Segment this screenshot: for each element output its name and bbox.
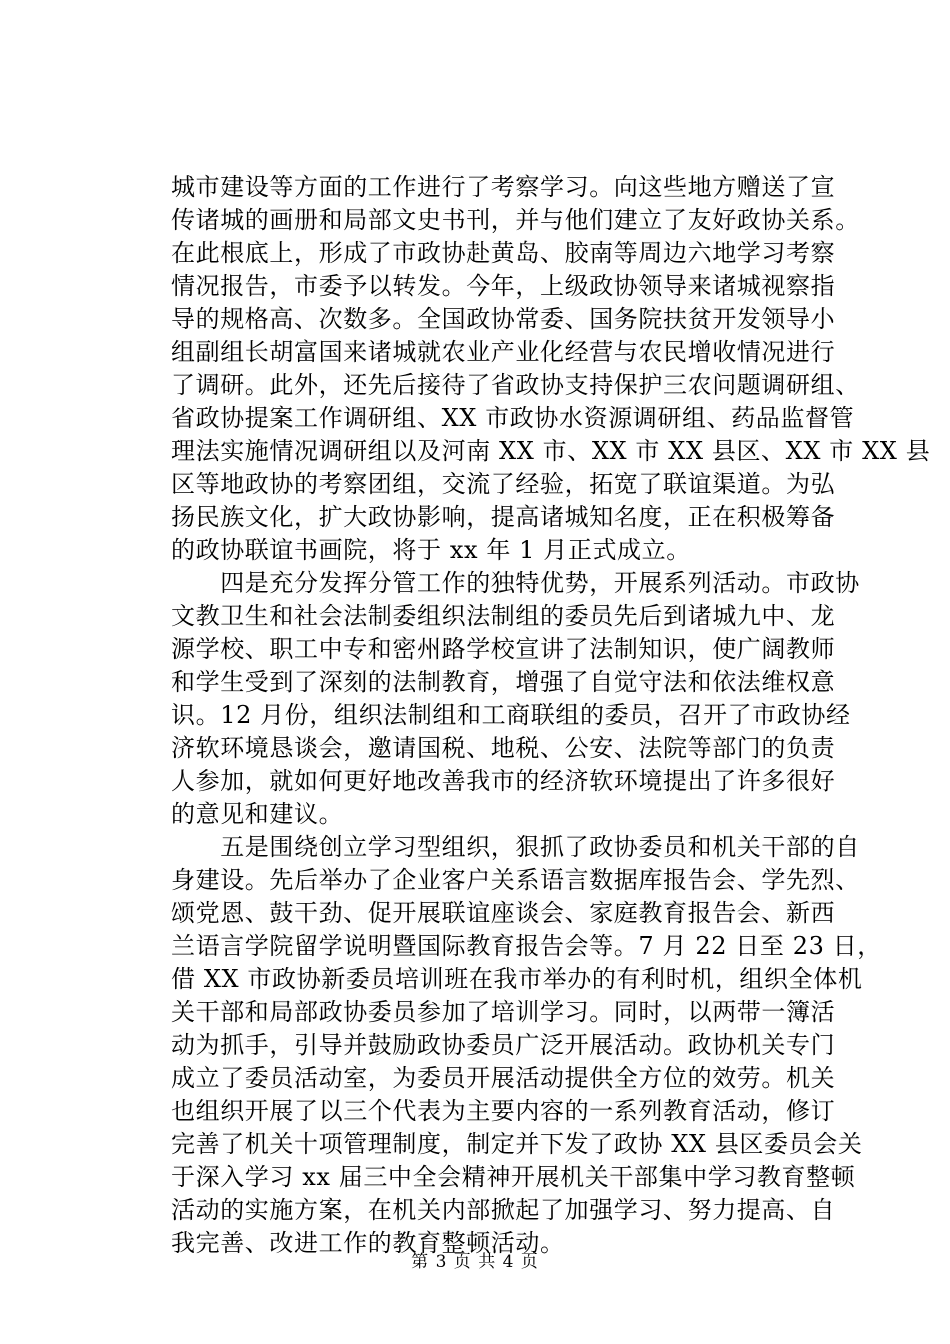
page-footer: 第 3 页 共 4 页 bbox=[411, 1252, 539, 1272]
text-line: 兰语言学院留学说明暨国际教育报告会等。7 月 22 日至 23 日， bbox=[171, 932, 882, 960]
text-line: 在此根底上，形成了市政协赴黄岛、胶南等周边六地学习考察 bbox=[171, 239, 836, 267]
text-line: 也组织开展了以三个代表为主要内容的一系列教育活动，修订 bbox=[171, 1097, 836, 1125]
text-line: 活动的实施方案，在机关内部掀起了加强学习、努力提高、自 bbox=[171, 1196, 836, 1224]
text-line: 和学生受到了深刻的法制教育，增强了自觉守法和依法维权意 bbox=[171, 668, 836, 696]
text-line: 我完善、改进工作的教育整顿活动。 bbox=[171, 1229, 565, 1257]
text-line: 的意见和建议。 bbox=[171, 800, 344, 828]
text-line: 完善了机关十项管理制度，制定并下发了政协 XX 县区委员会关 bbox=[171, 1130, 863, 1158]
text-line: 城市建设等方面的工作进行了考察学习。向这些地方赠送了宣 bbox=[171, 173, 836, 201]
text-line: 源学校、职工中专和密州路学校宣讲了法制知识，使广阔教师 bbox=[171, 635, 836, 663]
paragraph-start-line: 五是围绕创立学习型组织，狠抓了政协委员和机关干部的自 bbox=[171, 833, 860, 861]
text-line: 人参加，就如何更好地改善我市的经济软环境提出了许多很好 bbox=[171, 767, 836, 795]
text-line: 区等地政协的考察团组，交流了经验，拓宽了联谊渠道。为弘 bbox=[171, 470, 836, 498]
text-line: 成立了委员活动室，为委员开展活动提供全方位的效劳。机关 bbox=[171, 1064, 836, 1092]
text-line: 关干部和局部政协委员参加了培训学习。同时，以两带一簿活 bbox=[171, 998, 836, 1026]
document-body bbox=[171, 171, 931, 1260]
text-line: 的政协联谊书画院，将于 xx 年 1 月正式成立。 bbox=[171, 536, 691, 564]
text-line: 省政协提案工作调研组、XX 市政协水资源调研组、药品监督管 bbox=[171, 404, 855, 432]
text-line: 借 XX 市政协新委员培训班在我市举办的有利时机，组织全体机 bbox=[171, 965, 863, 993]
text-line: 理法实施情况调研组以及河南 XX 市、XX 市 XX 县区、XX 市 XX 县 bbox=[171, 437, 931, 465]
text-line: 情况报告，市委予以转发。今年，上级政协领导来诸城视察指 bbox=[171, 272, 836, 300]
text-line: 传诸城的画册和局部文史书刊，并与他们建立了友好政协关系。 bbox=[171, 206, 860, 234]
text-line: 扬民族文化，扩大政协影响，提高诸城知名度，正在积极筹备 bbox=[171, 503, 836, 531]
text-line: 身建设。先后举办了企业客户关系语言数据库报告会、学先烈、 bbox=[171, 866, 860, 894]
text-line: 导的规格高、次数多。全国政协常委、国务院扶贫开发领导小 bbox=[171, 305, 836, 333]
text-line: 动为抓手，引导并鼓励政协委员广泛开展活动。政协机关专门 bbox=[171, 1031, 836, 1059]
text-line: 颂党恩、鼓干劲、促开展联谊座谈会、家庭教育报告会、新西 bbox=[171, 899, 836, 927]
paragraph-start-line: 四是充分发挥分管工作的独特优势，开展系列活动。市政协 bbox=[171, 569, 860, 597]
text-line: 组副组长胡富国来诸城就农业产业化经营与农民增收情况进行 bbox=[171, 338, 836, 366]
text-line: 济软环境恳谈会，邀请国税、地税、公安、法院等部门的负责 bbox=[171, 734, 836, 762]
text-line: 于深入学习 xx 届三中全会精神开展机关干部集中学习教育整顿 bbox=[171, 1163, 856, 1191]
text-line: 识。12 月份，组织法制组和工商联组的委员，召开了市政协经 bbox=[171, 701, 851, 729]
text-line: 文教卫生和社会法制委组织法制组的委员先后到诸城九中、龙 bbox=[171, 602, 836, 630]
text-line: 了调研。此外，还先后接待了省政协支持保护三农问题调研组、 bbox=[171, 371, 860, 399]
